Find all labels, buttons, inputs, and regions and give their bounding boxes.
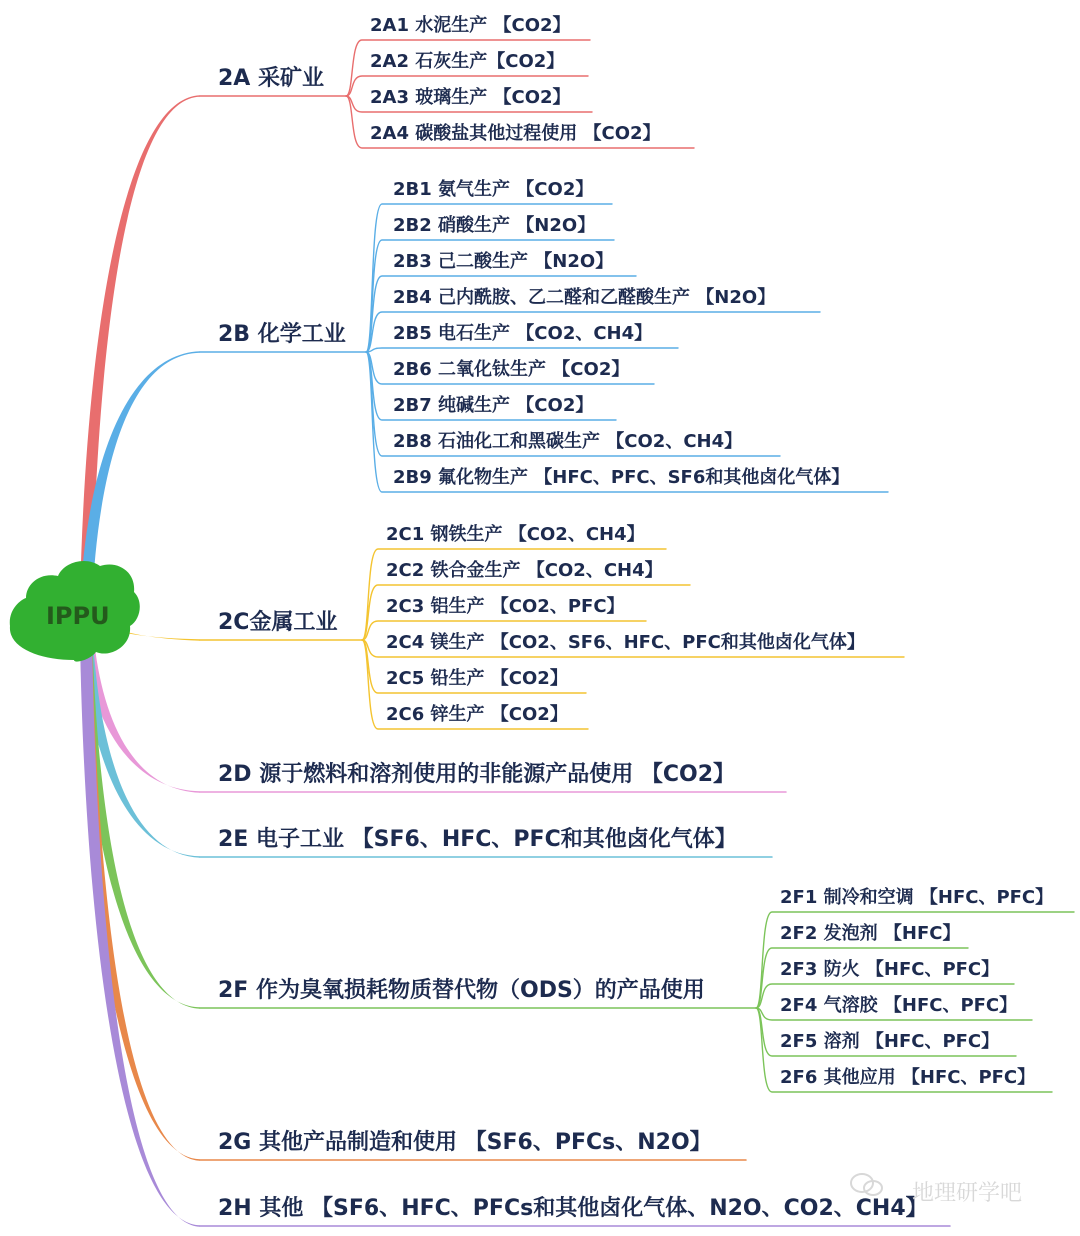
child-label: 2A2 石灰生产【CO2】 — [370, 51, 565, 72]
branch-label: 2H 其他 【SF6、HFC、PFCs和其他卤化气体、N2O、CO2、CH4】 — [218, 1196, 928, 1221]
child-label: 2B8 石油化工和黑碳生产 【CO2、CH4】 — [393, 431, 743, 452]
branch-label: 2D 源于燃料和溶剂使用的非能源产品使用 【CO2】 — [218, 762, 736, 787]
child-label: 2A1 水泥生产 【CO2】 — [370, 15, 571, 36]
child-label: 2C5 铅生产 【CO2】 — [386, 668, 568, 689]
child-label: 2F5 溶剂 【HFC、PFC】 — [780, 1031, 1000, 1052]
chat-bubble-icon — [848, 1170, 888, 1200]
child-label: 2B5 电石生产 【CO2、CH4】 — [393, 323, 653, 344]
child-label: 2B9 氟化物生产 【HFC、PFC、SF6和其他卤化气体】 — [393, 467, 850, 488]
branch-label: 2E 电子工业 【SF6、HFC、PFC和其他卤化气体】 — [218, 827, 737, 852]
branch-label: 2A 采矿业 — [218, 66, 324, 91]
child-label: 2C1 钢铁生产 【CO2、CH4】 — [386, 524, 645, 545]
child-label: 2C3 铝生产 【CO2、PFC】 — [386, 596, 625, 617]
child-label: 2C6 锌生产 【CO2】 — [386, 704, 568, 725]
watermark: 地理研学吧 — [912, 1181, 1023, 1206]
branch-label: 2C金属工业 — [218, 610, 338, 635]
child-label: 2B7 纯碱生产 【CO2】 — [393, 395, 594, 416]
child-label: 2F1 制冷和空调 【HFC、PFC】 — [780, 887, 1054, 908]
child-label: 2B6 二氧化钛生产 【CO2】 — [393, 359, 630, 380]
branch-label: 2F 作为臭氧损耗物质替代物（ODS）的产品使用 — [218, 978, 705, 1003]
branch-label: 2G 其他产品制造和使用 【SF6、PFCs、N2O】 — [218, 1130, 712, 1155]
child-label: 2F3 防火 【HFC、PFC】 — [780, 959, 1000, 980]
child-label: 2B4 己内酰胺、乙二醛和乙醛酸生产 【N2O】 — [393, 287, 776, 308]
child-label: 2F2 发泡剂 【HFC】 — [780, 923, 961, 944]
child-label: 2A3 玻璃生产 【CO2】 — [370, 87, 571, 108]
child-label: 2C4 镁生产 【CO2、SF6、HFC、PFC和其他卤化气体】 — [386, 632, 865, 653]
child-label: 2F4 气溶胶 【HFC、PFC】 — [780, 995, 1018, 1016]
child-label: 2B1 氨气生产 【CO2】 — [393, 179, 594, 200]
root-label: IPPU — [46, 602, 110, 630]
child-label: 2B3 己二酸生产 【N2O】 — [393, 251, 614, 272]
child-label: 2A4 碳酸盐其他过程使用 【CO2】 — [370, 123, 661, 144]
branch-label: 2B 化学工业 — [218, 322, 346, 347]
child-label: 2C2 铁合金生产 【CO2、CH4】 — [386, 560, 663, 581]
child-label: 2F6 其他应用 【HFC、PFC】 — [780, 1067, 1036, 1088]
child-label: 2B2 硝酸生产 【N2O】 — [393, 215, 596, 236]
